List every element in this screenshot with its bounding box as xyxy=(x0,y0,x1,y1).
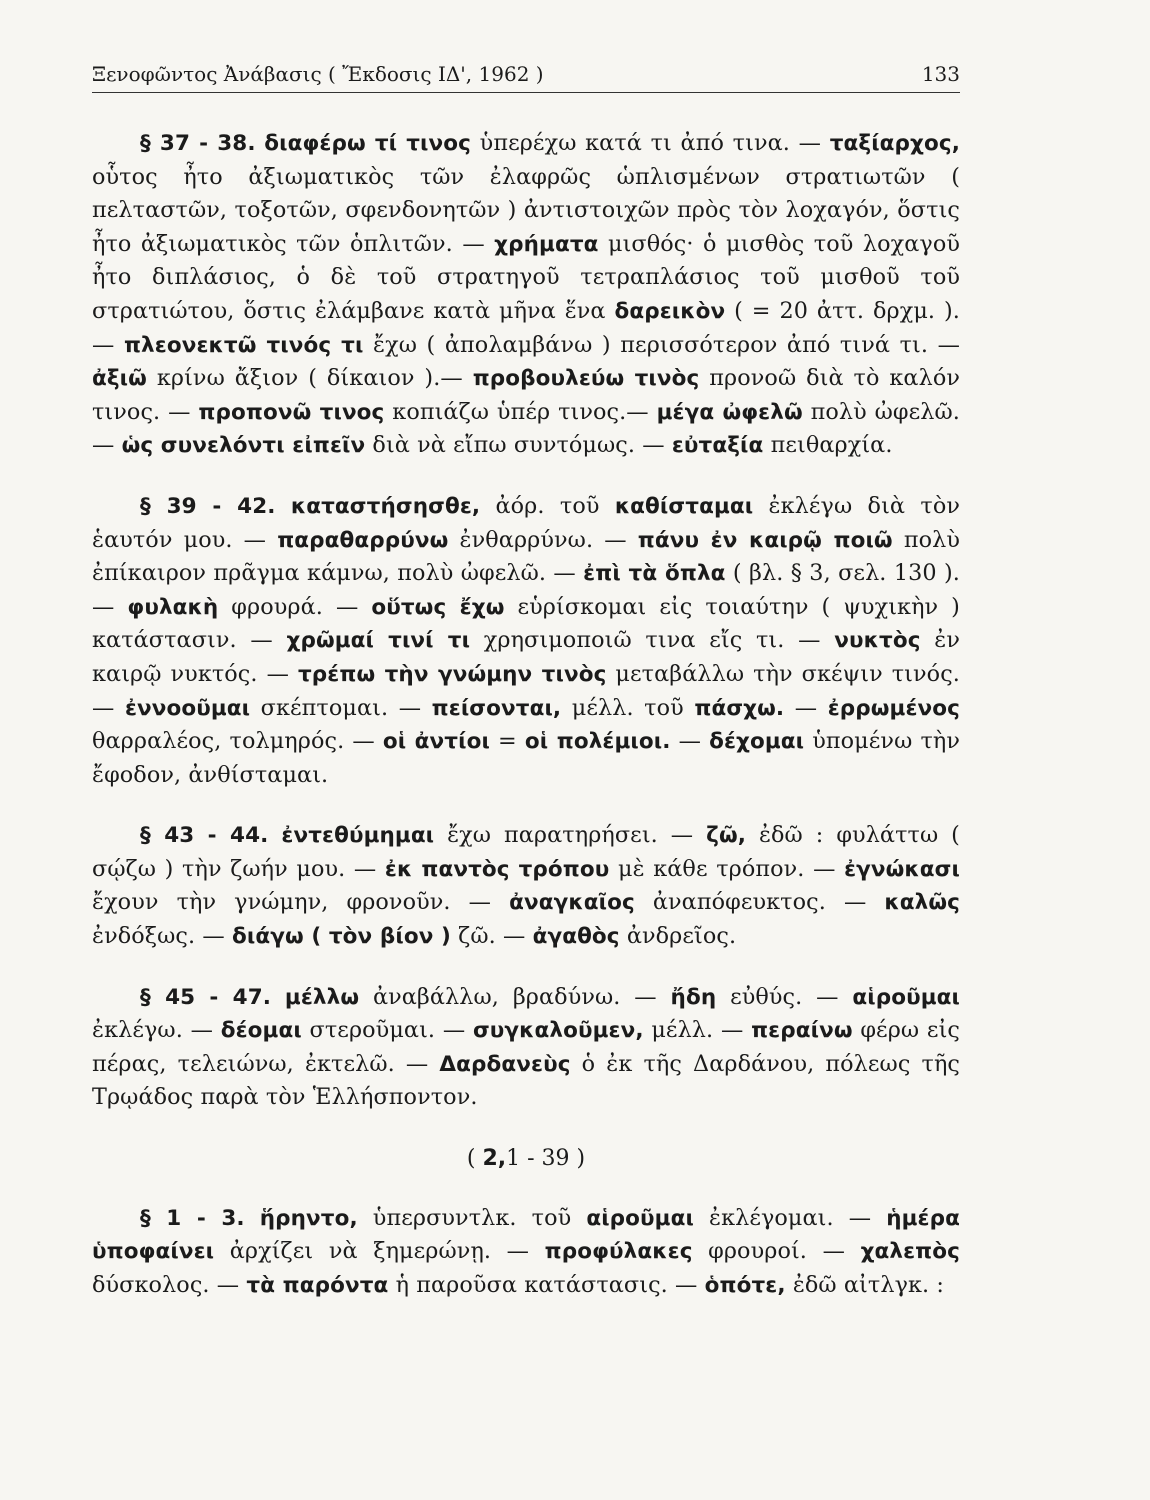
lemma: χρῶμαί τινί τι xyxy=(286,628,471,654)
lemma: ἐντεθύμημαι xyxy=(281,823,435,849)
lemma: ζῶ, xyxy=(706,823,747,849)
section-number: § 45 - 47. xyxy=(140,984,272,1010)
lemma: Δαρδανεὺς xyxy=(439,1051,571,1077)
lemma: χρήματα xyxy=(494,231,599,257)
lemma: καταστήσησθε, xyxy=(290,493,481,519)
running-header xyxy=(92,62,960,93)
paragraph-37-38: § 37 - 38. διαφέρω τί τινος ὑπερέχω κατά τι ἀπό τινα. — ταξίαρχος, οὗτος ἦτο ἀξιωματικὸς τῶν ἐλαφρῶς ὡπλισμένων στρατιωτῶν ( πελταστῶν, τοξοτῶν, σφενδονητῶν ) ἀντιστοιχῶν πρὸς τὸν λοχαγόν, ὅστις ἦτο ἀξιωματικὸς τῶν ὁπλιτῶν. — χρήματα μισθός· ὁ μισθὸς τοῦ λοχαγοῦ ἦτο διπλάσιος, ὁ δὲ τοῦ στρατηγοῦ τετραπλάσιος τοῦ μισθοῦ τοῦ στρατιώτου, ὅστις ἐλάμβανε κατὰ μῆνα ἕνα δαρεικὸν ( = 20 ἀττ. δρχμ. ). — πλεονεκτῶ τινός τι ἔχω ( ἀπολαμβάνω ) περισσότερον ἀπό τινά τι. — ἀξιῶ κρίνω ἄξιον ( δίκαιον ).— προβουλεύω τινὸς προνοῶ διὰ τὸ καλόν τινος. — προπονῶ τινος κοπιάζω ὑπέρ τινος.— μέγα ὠφελῶ πολὺ ὠφελῶ. — ὡς συνελόντι εἰπεῖν διὰ νὰ εἴπω συντόμως. — εὐταξία πειθαρχία. xyxy=(92,130,961,459)
lemma: περαίνω xyxy=(751,1018,853,1044)
lemma: ἀναγκαῖος xyxy=(509,890,635,916)
section-number: § 37 - 38. xyxy=(140,131,256,156)
lemma: καθίσταμαι xyxy=(614,493,754,519)
commentary-text xyxy=(92,127,960,1302)
lemma: ἐρρωμένος xyxy=(827,695,960,721)
lemma: εὐταξία xyxy=(671,433,764,459)
lemma: ἐννοοῦμαι xyxy=(124,695,251,721)
lemma: τρέπω τὴν γνώμην τινὸς xyxy=(297,661,607,687)
lemma: πλεονεκτῶ τινός τι xyxy=(123,332,364,358)
lemma: δέχομαι xyxy=(709,729,805,755)
lemma: καλῶς xyxy=(884,890,960,916)
paragraph-39-42: § 39 - 42. καταστήσησθε, ἀόρ. τοῦ καθίσταμαι ἐκλέγω διὰ τὸν ἑαυτόν μου. — παραθαρρύνω ἐνθαρρύνω. — πάνυ ἐν καιρῷ ποιῶ πολὺ ἐπίκαιρον πρᾶγμα κάμνω, πολὺ ὠφελῶ. — ἐπὶ τὰ ὅπλα ( βλ. § 3, σελ. 130 ). — φυλακὴ φρουρά. — οὕτως ἔχω εὑρίσκομαι εἰς τοιαύτην ( ψυχικὴν ) κατάστασιν. — χρῶμαί τινί τι χρησιμοποιῶ τινα εἴς τι. — νυκτὸς ἐν καιρῷ νυκτός. — τρέπω τὴν γνώμην τινὸς μεταβάλλω τὴν σκέψιν τινός. — ἐννοοῦμαι σκέπτομαι. — πείσονται, μέλλ. τοῦ πάσχω. — ἐρρωμένος θαρραλέος, τολμηρός. — οἱ ἀντίοι = οἱ πολέμιοι. — δέχομαι ὑπομένω τὴν ἔφοδον, ἀνθίσταμαι. xyxy=(92,492,960,788)
lemma: φυλακὴ xyxy=(127,594,219,620)
lemma: ἀγαθὸς xyxy=(532,924,620,950)
document-page xyxy=(92,62,960,1329)
lemma: διάγω ( τὸν βίον ) xyxy=(231,924,451,950)
lemma: ἡμέρα ὑποφαίνει xyxy=(92,1205,960,1265)
section-number: § 1 - 3. xyxy=(140,1205,245,1231)
lemma: διαφέρω τί τινος xyxy=(264,131,471,156)
lemma: μέλλω xyxy=(284,984,360,1010)
paragraph-1-3: § 1 - 3. ἥρηντο, ὑπερσυντλκ. τοῦ αἱροῦμαι ἐκλέγομαι. — ἡμέρα ὑποφαίνει ἀρχίζει νὰ ξημερώνῃ. — προφύλακες φρουροί. — χαλεπὸς δύσκολος. — τὰ παρόντα ἡ παροῦσα κατάστασις. — ὁπότε, ἐδῶ αἰτλγκ. : xyxy=(92,1204,960,1298)
lemma: ἥρηντο, xyxy=(259,1205,358,1231)
lemma: προπονῶ τινος xyxy=(198,399,385,425)
lemma: αἱροῦμαι xyxy=(586,1205,694,1231)
lemma: τὰ παρόντα xyxy=(246,1272,389,1298)
paragraph-43-44: § 43 - 44. ἐντεθύμημαι ἔχω παρατηρήσει. — ζῶ, ἐδῶ : φυλάττω ( σῴζω ) τὴν ζωήν μου. — ἐκ παντὸς τρόπου μὲ κάθε τρόπον. — ἐγνώκασι ἔχουν τὴν γνώμην, φρονοῦν. — ἀναγκαῖος ἀναπόφευκτος. — καλῶς ἐνδόξως. — διάγω ( τὸν βίον ) ζῶ. — ἀγαθὸς ἀνδρεῖος. xyxy=(92,822,960,950)
lemma: αἱροῦμαι xyxy=(852,984,960,1010)
lemma: πάσχω. xyxy=(694,695,785,721)
lemma: χαλεπὸς xyxy=(860,1239,960,1265)
lemma: μέγα ὠφελῶ xyxy=(656,399,803,425)
lemma: ἤδη xyxy=(670,984,717,1010)
paragraph-45-47: § 45 - 47. μέλλω ἀναβάλλω, βραδύνω. — ἤδη εὐθύς. — αἱροῦμαι ἐκλέγω. — δέομαι στεροῦμαι. — συγκαλοῦμεν, μέλλ. — περαίνω φέρω εἰς πέρας, τελειώνω, ἐκτελῶ. — Δαρδανεὺς ὁ ἐκ τῆς Δαρδάνου, πόλεως τῆς Τρῳάδος παρὰ τὸν Ἑλλήσποντον. xyxy=(92,983,961,1111)
lemma: ἐγνώκασι xyxy=(844,856,960,882)
book-title: Ξενοφῶντος Ἀνάβασις ( Ἔκδοσις ΙΔ', 1962 ) xyxy=(92,62,544,86)
lemma: παραθαρρύνω xyxy=(277,527,449,553)
chapter-subheading: ( 2,1 - 39 ) xyxy=(466,1146,586,1172)
lemma: συγκαλοῦμεν, xyxy=(472,1018,644,1044)
lemma: δαρεικὸν xyxy=(614,298,726,324)
lemma: ὁπότε, xyxy=(704,1272,786,1298)
section-number: § 39 - 42. xyxy=(140,493,276,519)
lemma: ἐπὶ τὰ ὅπλα xyxy=(583,561,726,587)
lemma: οὕτως ἔχω xyxy=(371,594,505,620)
lemma: προφύλακες xyxy=(544,1239,693,1265)
lemma: ἀξιῶ xyxy=(92,366,147,392)
lemma: οἱ ἀντίοι xyxy=(382,729,490,755)
section-number: § 43 - 44. xyxy=(140,823,269,849)
page-number: 133 xyxy=(921,62,960,86)
lemma: πάνυ ἐν καιρῷ ποιῶ xyxy=(637,527,893,553)
lemma: δέομαι xyxy=(220,1018,302,1044)
lemma: νυκτὸς xyxy=(834,628,921,654)
lemma: οἱ πολέμιοι. xyxy=(524,729,671,755)
lemma: ὡς συνελόντι εἰπεῖν xyxy=(121,433,366,459)
lemma: πείσονται, xyxy=(431,695,562,721)
lemma: ἐκ παντὸς τρόπου xyxy=(384,856,610,882)
lemma: προβουλεύω τινὸς xyxy=(472,366,700,392)
lemma: ταξίαρχος, xyxy=(829,131,960,156)
